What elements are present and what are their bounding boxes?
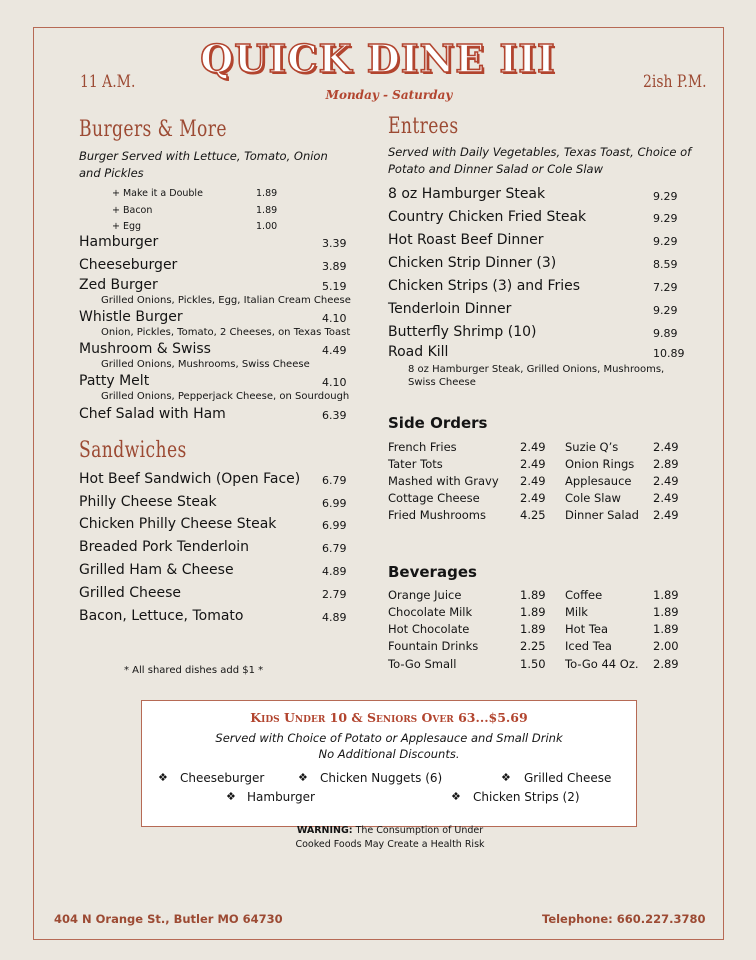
side-item-price: 2.49 [653, 491, 679, 505]
addon-price: 1.89 [256, 205, 278, 216]
telephone: Telephone: 660.227.3780 [542, 912, 706, 926]
beverage-price: 1.89 [653, 622, 679, 636]
menu-item-price: 4.10 [322, 376, 347, 389]
beverage-price: 2.25 [520, 639, 546, 653]
menu-item-name: Hot Roast Beef Dinner [388, 232, 544, 248]
burgers-description: Burger Served with Lettuce, Tomato, Onion and Pickles [79, 149, 328, 180]
menu-item-name: Breaded Pork Tenderloin [79, 539, 250, 555]
closing-time: 2ish P.M. [643, 72, 707, 92]
days-open: Monday - Saturday [325, 88, 453, 102]
side-item-price: 2.49 [653, 508, 679, 522]
side-item-price: 2.49 [653, 474, 679, 488]
addon-name: + Make it a Double [112, 188, 203, 199]
bullet-icon: ❖ [158, 771, 168, 784]
menu-item-name: Zed Burger [79, 277, 158, 293]
menu-item-price: 9.29 [653, 235, 678, 248]
beverage-name: To-Go Small [388, 657, 457, 671]
side-item-name: Dinner Salad [565, 508, 639, 522]
menu-item-price: 4.49 [322, 344, 347, 357]
road-kill-note: 8 oz Hamburger Steak, Grilled Onions, Mushrooms, Swiss Cheese [408, 364, 665, 388]
section-title-beverages: Beverages [388, 563, 477, 581]
shared-dishes-note: * All shared dishes add $1 * [124, 665, 264, 676]
side-item-price: 2.49 [520, 440, 546, 454]
side-item-price: 2.49 [520, 474, 546, 488]
kids-line-1: Served with Choice of Potato or Applesauce and Small Drink [215, 731, 563, 745]
menu-item-note: Onion, Pickles, Tomato, 2 Cheeses, on Texas Toast [101, 327, 351, 338]
menu-item-note: Grilled Onions, Pickles, Egg, Italian Cream Cheese [101, 295, 351, 306]
bullet-icon: ❖ [501, 771, 511, 784]
menu-item-price: 4.10 [322, 312, 347, 325]
menu-item-name: Butterfly Shrimp (10) [388, 324, 537, 340]
side-item-price: 2.49 [520, 457, 546, 471]
menu-item-note: Grilled Onions, Mushrooms, Swiss Cheese [101, 359, 310, 370]
kids-item: Hamburger [247, 790, 315, 804]
menu-item-name: Grilled Ham & Cheese [79, 562, 234, 578]
section-title-burgers: Burgers & More [79, 117, 227, 142]
beverage-name: Milk [565, 605, 588, 619]
side-item-price: 2.49 [653, 440, 679, 454]
addon-price: 1.00 [256, 221, 278, 232]
beverage-price: 1.89 [653, 588, 679, 602]
addon-price: 1.89 [256, 188, 278, 199]
menu-item-name: Whistle Burger [79, 309, 183, 325]
menu-item-price: 3.89 [322, 260, 347, 273]
menu-item-price: 4.89 [322, 565, 347, 578]
side-item-name: Cole Slaw [565, 491, 621, 505]
warning-line-2: Cooked Foods May Create a Health Risk [295, 839, 485, 850]
section-title-sides: Side Orders [388, 414, 488, 432]
menu-item-name: Philly Cheese Steak [79, 494, 217, 510]
beverage-price: 1.89 [653, 605, 679, 619]
kids-seniors-box [141, 700, 637, 827]
menu-item-name: Hamburger [79, 234, 159, 250]
beverage-price: 1.89 [520, 622, 546, 636]
menu-item-price: 4.89 [322, 611, 347, 624]
beverage-name: Chocolate Milk [388, 605, 473, 619]
kids-item: Grilled Cheese [524, 771, 612, 785]
menu-item-price: 2.79 [322, 588, 347, 601]
beverage-price: 2.89 [653, 657, 679, 671]
menu-item-name: Chicken Strip Dinner (3) [388, 255, 557, 271]
menu-item-price: 9.29 [653, 190, 678, 203]
entrees-description: Served with Daily Vegetables, Texas Toast, Choice of Potato and Dinner Salad or Cole Slaw [388, 145, 692, 176]
menu-item-name: Road Kill [388, 344, 449, 360]
side-item-name: Tater Tots [388, 457, 443, 471]
address: 404 N Orange St., Butler MO 64730 [54, 912, 283, 926]
menu-item-note: Grilled Onions, Pepperjack Cheese, on Sourdough [101, 391, 350, 402]
side-item-price: 2.89 [653, 457, 679, 471]
menu-item-name: Country Chicken Fried Steak [388, 209, 587, 225]
kids-item: Chicken Nuggets (6) [320, 771, 443, 785]
menu-item-name: Hot Beef Sandwich (Open Face) [79, 471, 301, 487]
bullet-icon: ❖ [451, 790, 461, 803]
menu-item-price: 9.29 [653, 304, 678, 317]
kids-title: Kids Under 10 & Seniors Over 63...$5.69 [250, 710, 528, 725]
beverage-name: Fountain Drinks [388, 639, 479, 653]
beverage-price: 1.89 [520, 605, 546, 619]
menu-item-price: 8.59 [653, 258, 678, 271]
menu-item-price: 6.79 [322, 474, 347, 487]
beverage-price: 1.89 [520, 588, 546, 602]
side-item-name: Suzie Q’s [565, 440, 619, 454]
menu-item-name: Patty Melt [79, 373, 150, 389]
beverage-name: Orange Juice [388, 588, 462, 602]
section-title-entrees: Entrees [388, 114, 459, 139]
opening-time: 11 A.M. [80, 72, 136, 92]
menu-item-price: 6.79 [322, 542, 347, 555]
addon-name: + Bacon [112, 205, 153, 216]
bullet-icon: ❖ [226, 790, 236, 803]
menu-item-price: 6.99 [322, 497, 347, 510]
menu-item-price: 6.39 [322, 409, 347, 422]
kids-item: Chicken Strips (2) [473, 790, 580, 804]
menu-item-name: Tenderloin Dinner [388, 301, 512, 317]
side-item-name: Fried Mushrooms [388, 508, 486, 522]
bullet-icon: ❖ [298, 771, 308, 784]
restaurant-title: QUICK DINE III [200, 36, 556, 81]
side-item-name: Mashed with Gravy [388, 474, 499, 488]
beverage-name: To-Go 44 Oz. [565, 657, 639, 671]
menu-item-price: 6.99 [322, 519, 347, 532]
menu-item-name: Grilled Cheese [79, 585, 182, 601]
menu-item-name: 8 oz Hamburger Steak [388, 186, 546, 202]
menu-item-price: 5.19 [322, 280, 347, 293]
warning-label: WARNING: [296, 825, 353, 836]
section-title-sandwiches: Sandwiches [79, 438, 187, 463]
beverage-name: Coffee [565, 588, 603, 602]
menu-item-price: 9.89 [653, 327, 678, 340]
menu-item-price: 9.29 [653, 212, 678, 225]
menu-item-price: 10.89 [653, 347, 685, 360]
beverage-name: Hot Tea [565, 622, 609, 636]
addon-name: + Egg [112, 221, 142, 232]
menu-item-name: Mushroom & Swiss [79, 341, 211, 357]
kids-line-2: No Additional Discounts. [318, 747, 460, 761]
side-item-name: French Fries [388, 440, 457, 454]
warning-line-1 [0, 825, 756, 836]
menu-item-name: Chicken Strips (3) and Fries [388, 278, 581, 294]
side-item-name: Applesauce [565, 474, 632, 488]
kids-item: Cheeseburger [180, 771, 265, 785]
side-item-price: 2.49 [520, 491, 546, 505]
side-item-price: 4.25 [520, 508, 546, 522]
beverage-price: 1.50 [520, 657, 546, 671]
menu-item-name: Chicken Philly Cheese Steak [79, 516, 277, 532]
beverage-price: 2.00 [653, 639, 679, 653]
warning-text-1: The Consumption of Under [355, 825, 484, 836]
beverage-name: Hot Chocolate [388, 622, 470, 636]
menu-item-name: Bacon, Lettuce, Tomato [79, 608, 244, 624]
side-item-name: Cottage Cheese [388, 491, 480, 505]
side-item-name: Onion Rings [565, 457, 635, 471]
menu-item-price: 7.29 [653, 281, 678, 294]
menu-item-name: Cheeseburger [79, 257, 178, 273]
menu-item-name: Chef Salad with Ham [79, 406, 226, 422]
beverage-name: Iced Tea [565, 639, 612, 653]
menu-item-price: 3.39 [322, 237, 347, 250]
